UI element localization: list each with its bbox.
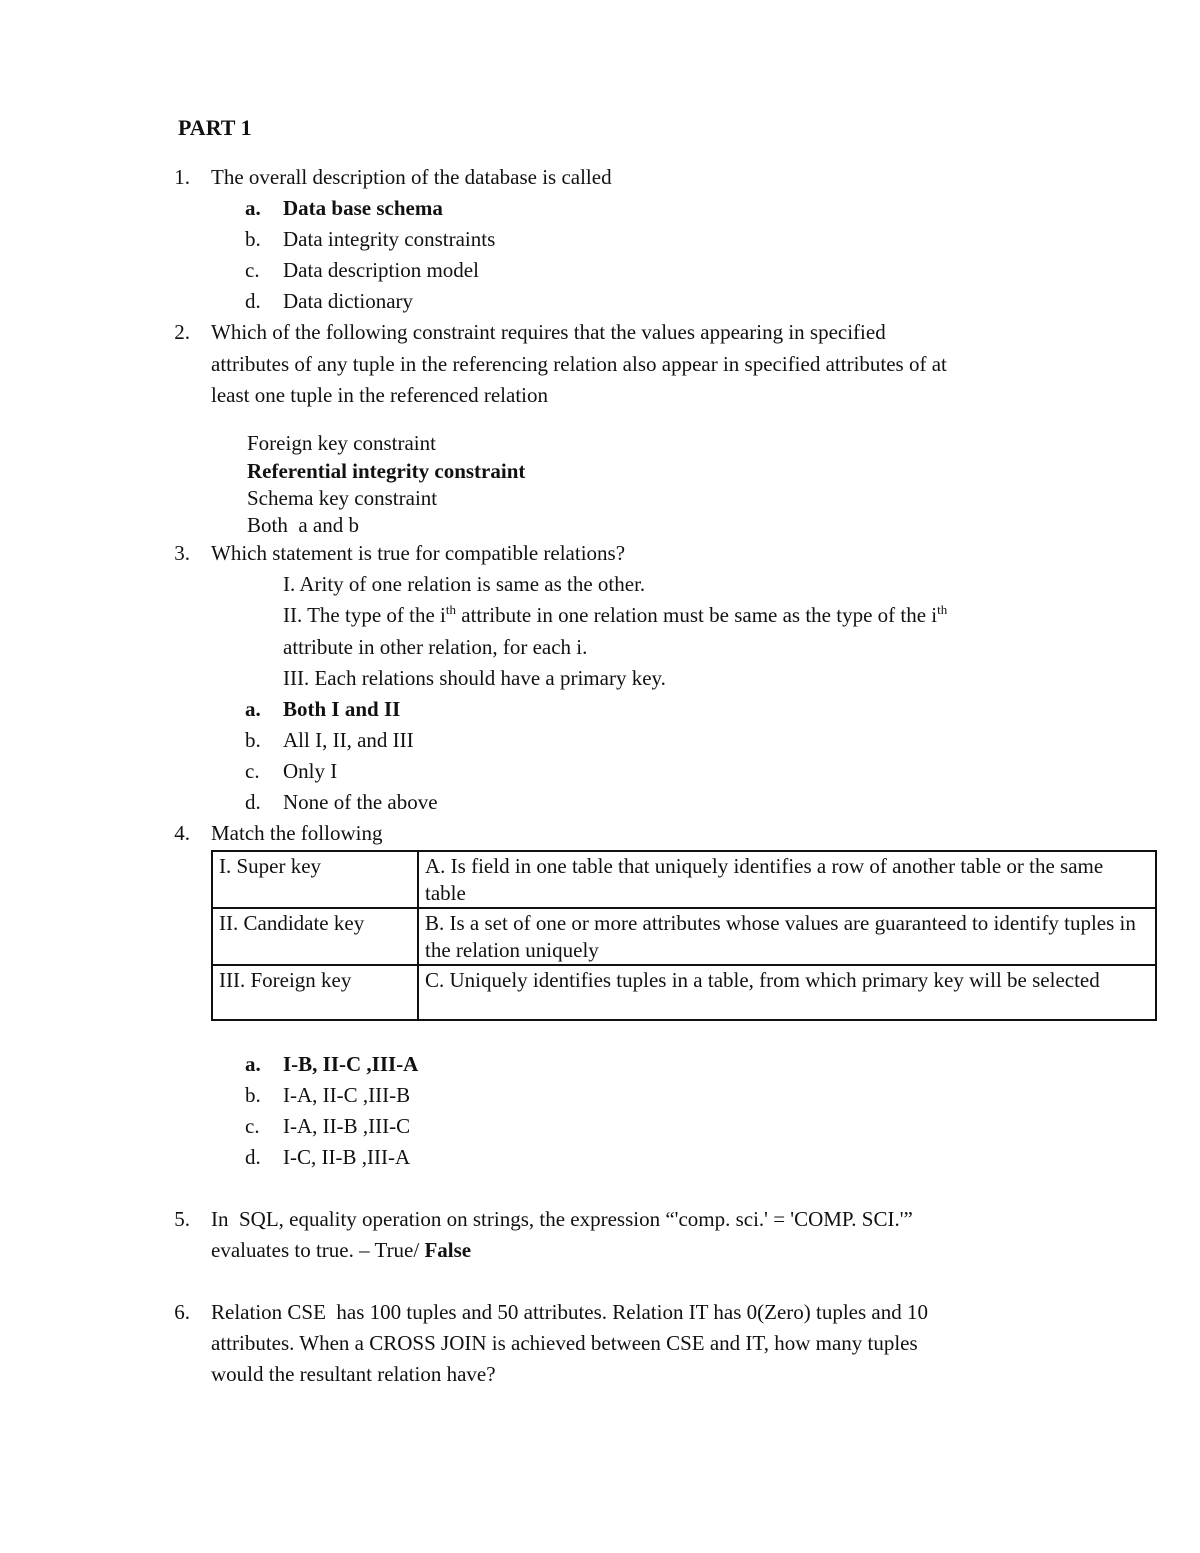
q3-option-d-letter: d. [245, 790, 261, 814]
q3-option-a-text: Both I and II [283, 697, 401, 721]
q4-option-d-text: I-C, II-B ,III-A [283, 1145, 411, 1169]
question-4-number: 4. [174, 821, 190, 845]
question-6-line-2: attributes. When a CROSS JOIN is achieved between CSE and IT, how many tuples [211, 1331, 918, 1355]
q2-option-3: Schema key constraint [247, 486, 438, 510]
q2-option-2: Referential integrity constraint [247, 459, 526, 483]
question-1-number: 1. [174, 165, 190, 189]
question-5-answer: False [424, 1238, 472, 1262]
q3-statement-2-part-a: II. The type of the i [283, 603, 446, 627]
question-4-text: Match the following [211, 821, 383, 845]
q4-option-b-text: I-A, II-C ,III-B [283, 1083, 411, 1107]
q2-option-4: Both a and b [247, 513, 359, 537]
table-cell-definition: A. Is field in one table that uniquely identifies a row of another table or the same table [418, 851, 1156, 908]
q4-option-c-text: I-A, II-B ,III-C [283, 1114, 411, 1138]
q3-statement-2 [283, 600, 947, 631]
q2-option-1: Foreign key constraint [247, 431, 436, 455]
q3-option-c-text: Only I [283, 759, 338, 783]
q1-option-c-letter: c. [245, 258, 260, 282]
question-5-line-2-text: evaluates to true. – True/ [211, 1238, 425, 1262]
table-cell-key: II. Candidate key [212, 908, 418, 965]
question-6-number: 6. [174, 1300, 190, 1324]
table-row [212, 851, 1156, 908]
q3-statement-2-sup-1: th [445, 602, 457, 617]
q3-option-d-text: None of the above [283, 790, 438, 814]
question-5-line-2 [211, 1235, 471, 1266]
page-heading: PART 1 [178, 115, 252, 140]
q1-option-c-text: Data description model [283, 258, 479, 282]
q3-statement-2-sup-2: th [937, 602, 948, 617]
q4-option-a-letter: a. [245, 1052, 261, 1076]
question-1-text: The overall description of the database is called [211, 165, 612, 189]
q4-option-b-letter: b. [245, 1083, 261, 1107]
q4-option-a-text: I-B, II-C ,III-A [283, 1052, 419, 1076]
question-5-line-1: In SQL, equality operation on strings, the expression “'comp. sci.' = 'COMP. SCI.'” [211, 1207, 913, 1231]
q3-statement-1: I. Arity of one relation is same as the other. [283, 572, 646, 596]
q3-option-b-text: All I, II, and III [283, 728, 414, 752]
question-2-line-2: attributes of any tuple in the referencing relation also appear in specified attributes of at [211, 352, 947, 376]
q3-option-c-letter: c. [245, 759, 260, 783]
q4-option-d-letter: d. [245, 1145, 261, 1169]
question-6-line-1: Relation CSE has 100 tuples and 50 attributes. Relation IT has 0(Zero) tuples and 10 [211, 1300, 928, 1324]
q1-option-a-text: Data base schema [283, 196, 443, 220]
question-3-text: Which statement is true for compatible relations? [211, 541, 626, 565]
table-cell-definition: C. Uniquely identifies tuples in a table, from which primary key will be selected [418, 965, 1156, 1020]
q1-option-b-text: Data integrity constraints [283, 227, 496, 251]
q3-statement-3: III. Each relations should have a primary key. [283, 666, 666, 690]
match-table [211, 850, 1157, 1021]
q1-option-d-text: Data dictionary [283, 289, 414, 313]
question-2-number: 2. [174, 320, 190, 344]
q1-option-b-letter: b. [245, 227, 261, 251]
q4-option-c-letter: c. [245, 1114, 260, 1138]
q3-option-b-letter: b. [245, 728, 261, 752]
question-3-number: 3. [174, 541, 190, 565]
question-6-line-3: would the resultant relation have? [211, 1362, 496, 1386]
question-2-line-3: least one tuple in the referenced relation [211, 383, 549, 407]
question-5-number: 5. [174, 1207, 190, 1231]
table-cell-key: I. Super key [212, 851, 418, 908]
table-row [212, 965, 1156, 1020]
q3-option-a-letter: a. [245, 697, 261, 721]
table-cell-definition: B. Is a set of one or more attributes whose values are guaranteed to identify tuples in the relation uniquely [418, 908, 1156, 965]
q3-statement-2-part-b: attribute in one relation must be same as the type of the i [456, 603, 938, 627]
q1-option-d-letter: d. [245, 289, 261, 313]
q1-option-a-letter: a. [245, 196, 261, 220]
q3-statement-2-line-2: attribute in other relation, for each i. [283, 635, 588, 659]
table-cell-key: III. Foreign key [212, 965, 418, 1020]
table-row [212, 908, 1156, 965]
question-2-line-1: Which of the following constraint requires that the values appearing in specified [211, 320, 886, 344]
